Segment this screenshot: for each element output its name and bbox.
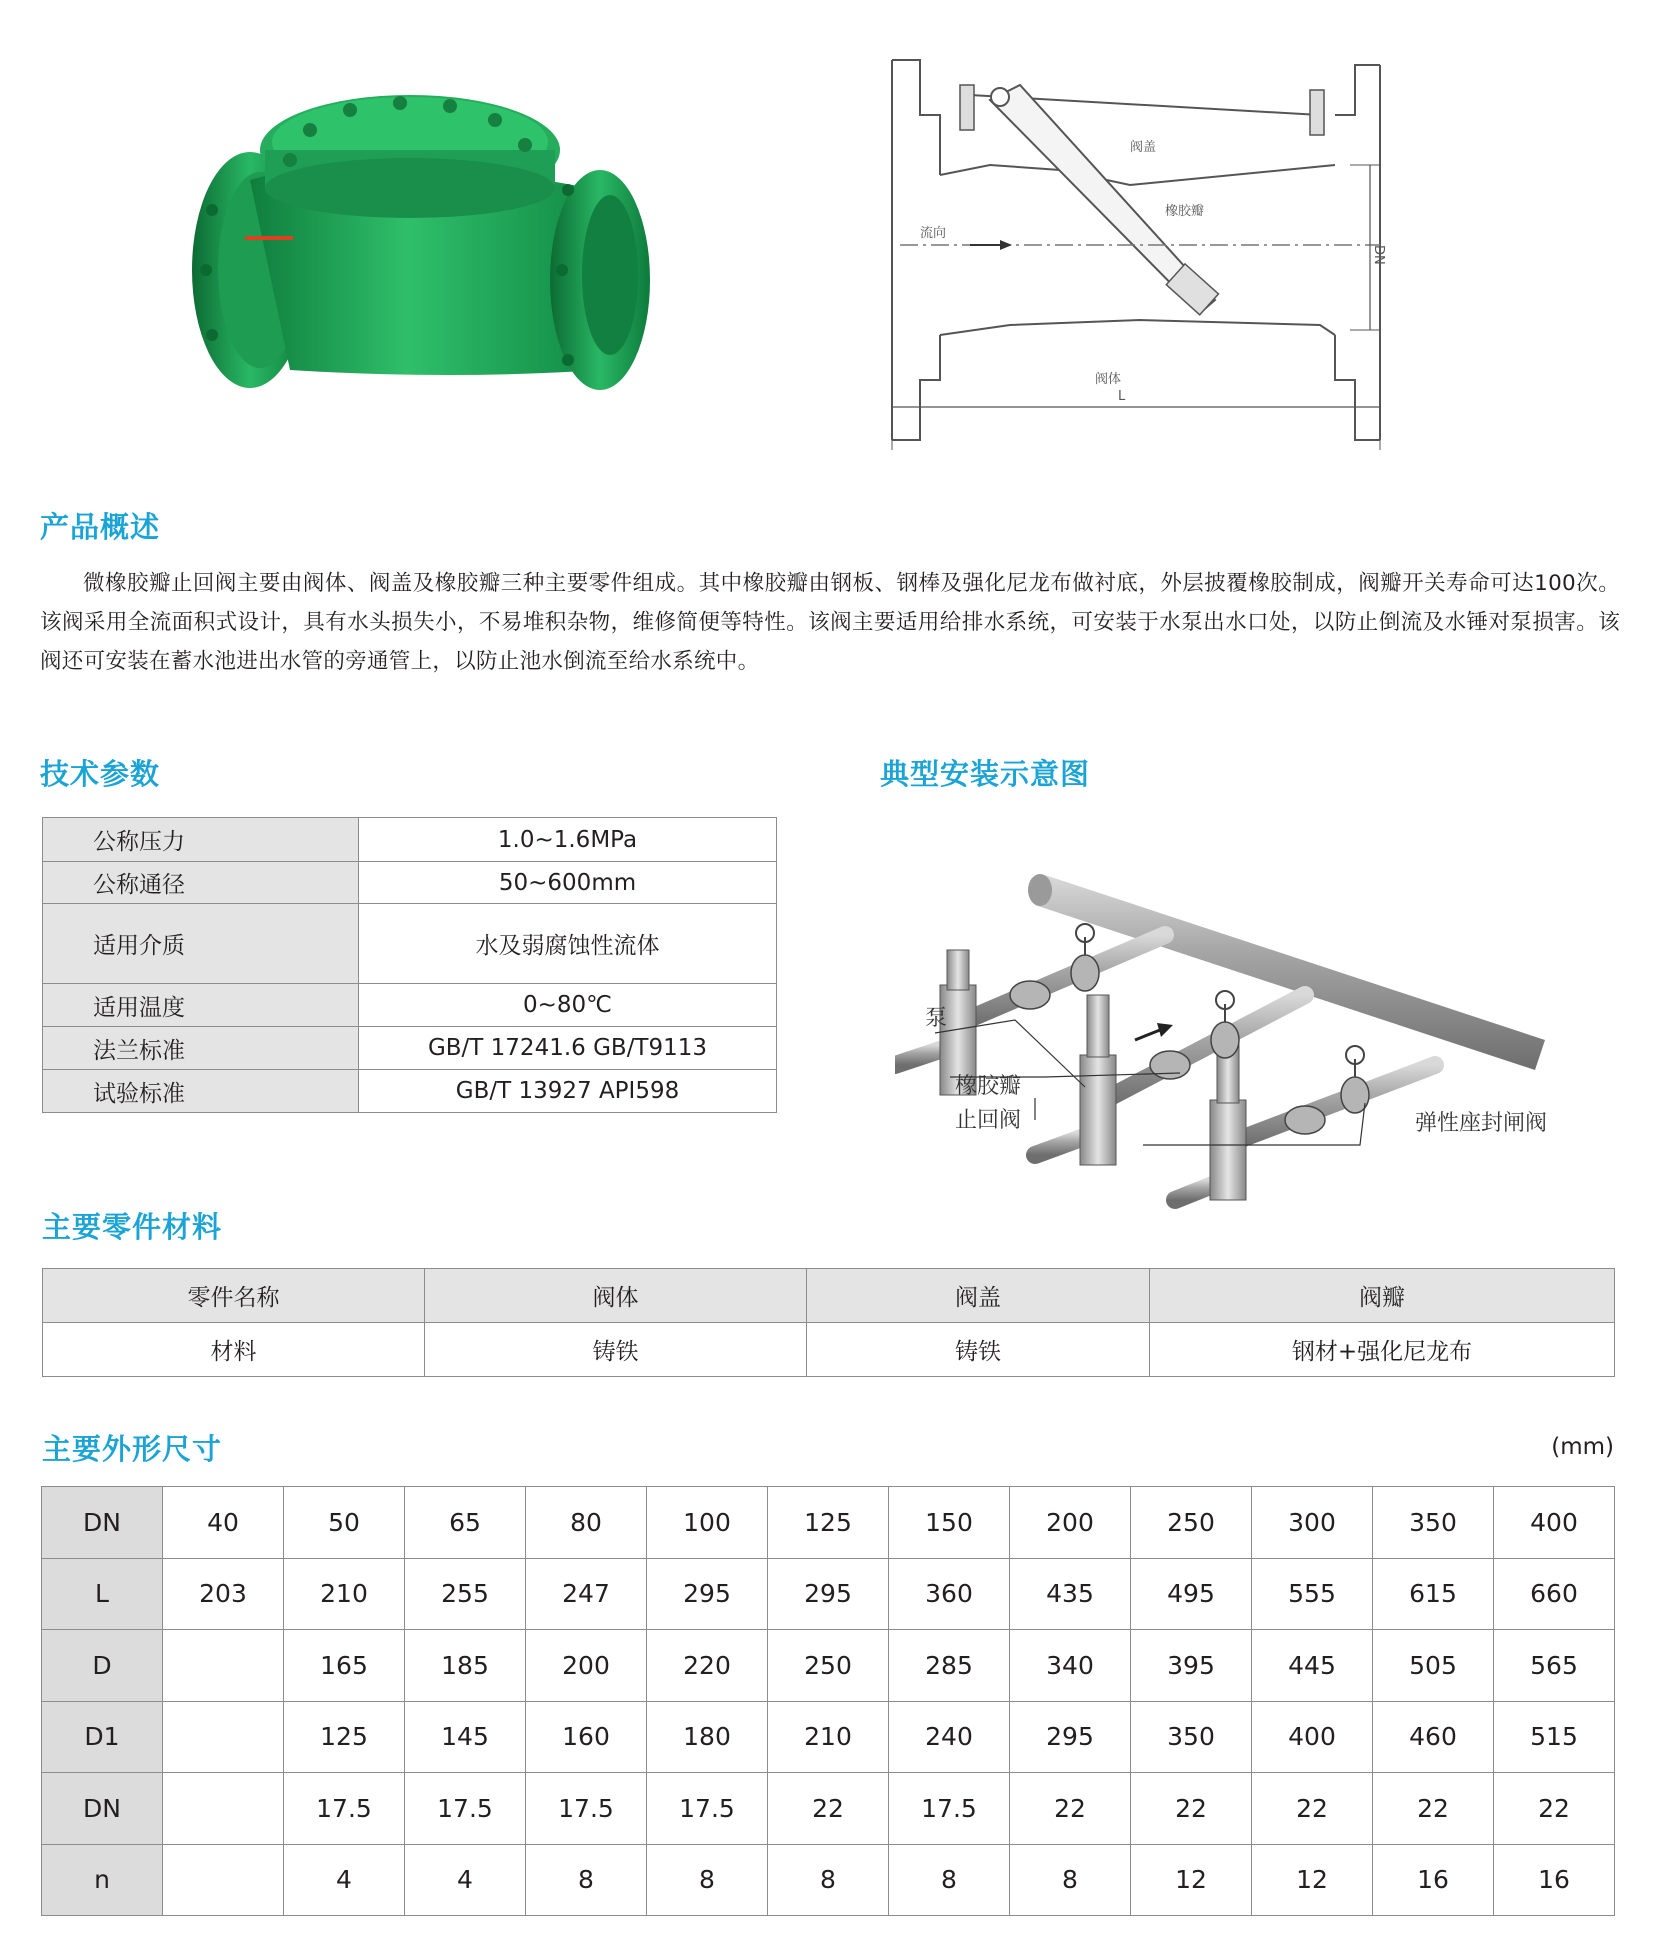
- tech-value: 1.0~1.6MPa: [359, 818, 777, 862]
- table-cell: 203: [163, 1558, 284, 1630]
- table-cell: 12: [1252, 1844, 1373, 1916]
- diagram-label-body: 阀体: [1095, 372, 1122, 387]
- tech-value: 50~600mm: [359, 862, 777, 904]
- table-cell: 255: [405, 1558, 526, 1630]
- table-row: [42, 1558, 1615, 1630]
- table-cell: 435: [1010, 1558, 1131, 1630]
- materials-cell: 铸铁: [425, 1323, 807, 1377]
- materials-cell: 材料: [43, 1323, 425, 1377]
- table-cell: 16: [1494, 1844, 1615, 1916]
- table-cell: 285: [889, 1630, 1010, 1702]
- overview-text: 微橡胶瓣止回阀主要由阀体、阀盖及橡胶瓣三种主要零件组成。其中橡胶瓣由钢板、钢棒及强化尼龙布做衬底，外层披覆橡胶制成，阀瓣开关寿命可达100次。该阀采用全流面积式设计，具有水头损失小，不易堆积杂物，维修简便等特性。该阀主要适用给排水系统，可安装于水泵出水口处，以防止倒流及水锤对泵损害。该阀还可安装在蓄水池进出水管的旁通管上，以防止池水倒流至给水系统中。: [40, 571, 1620, 674]
- table-cell: 12: [1131, 1844, 1252, 1916]
- tech-table: [42, 817, 777, 1113]
- table-cell: 615: [1373, 1558, 1494, 1630]
- table-cell: 360: [889, 1558, 1010, 1630]
- table-cell: 200: [526, 1630, 647, 1702]
- dimensions-table: [41, 1486, 1615, 1916]
- table-cell: 100: [647, 1487, 768, 1559]
- table-cell: 125: [284, 1701, 405, 1773]
- table-cell: 17.5: [647, 1773, 768, 1845]
- table-cell: [163, 1844, 284, 1916]
- valve-product-image: [190, 70, 670, 440]
- materials-heading: 主要零件材料: [42, 1210, 223, 1244]
- diagram-label-flow: 流向: [920, 226, 947, 241]
- tech-label: 公称压力: [43, 818, 359, 862]
- table-cell: 8: [768, 1844, 889, 1916]
- table-cell: [163, 1630, 284, 1702]
- table-cell: 295: [1010, 1701, 1131, 1773]
- table-cell: 22: [1252, 1773, 1373, 1845]
- tech-label: 适用介质: [43, 904, 359, 984]
- row-header-cell: DN: [42, 1487, 163, 1559]
- table-cell: 50: [284, 1487, 405, 1559]
- table-cell: 40: [163, 1487, 284, 1559]
- table-row: [42, 1630, 1615, 1702]
- table-cell: 445: [1252, 1630, 1373, 1702]
- tech-value: 0~80℃: [359, 984, 777, 1027]
- table-cell: 8: [647, 1844, 768, 1916]
- materials-header-cell: 零件名称: [43, 1269, 425, 1323]
- dimensions-heading: 主要外形尺寸: [42, 1432, 223, 1466]
- diagram-label-dn: DN: [1371, 245, 1386, 265]
- table-cell: 180: [647, 1701, 768, 1773]
- table-cell: 200: [1010, 1487, 1131, 1559]
- tech-label: 试验标准: [43, 1070, 359, 1113]
- tech-label: 法兰标准: [43, 1027, 359, 1070]
- table-cell: 660: [1494, 1558, 1615, 1630]
- table-cell: 17.5: [405, 1773, 526, 1845]
- materials-header-cell: 阀瓣: [1150, 1269, 1615, 1323]
- table-cell: 295: [647, 1558, 768, 1630]
- table-cell: 17.5: [889, 1773, 1010, 1845]
- table-cell: 400: [1252, 1701, 1373, 1773]
- label-gate-valve: 弹性座封闸阀: [1415, 1111, 1548, 1136]
- tech-label: 公称通径: [43, 862, 359, 904]
- table-row: [43, 862, 777, 904]
- table-cell: 22: [1373, 1773, 1494, 1845]
- table-cell: 22: [1010, 1773, 1131, 1845]
- table-cell: 145: [405, 1701, 526, 1773]
- table-cell: 295: [768, 1558, 889, 1630]
- table-cell: 515: [1494, 1701, 1615, 1773]
- unit-label: (mm): [1551, 1434, 1614, 1460]
- table-cell: 8: [526, 1844, 647, 1916]
- row-header-cell: D1: [42, 1701, 163, 1773]
- table-cell: 395: [1131, 1630, 1252, 1702]
- table-row: [42, 1773, 1615, 1845]
- row-header-cell: DN: [42, 1773, 163, 1845]
- table-cell: 22: [1494, 1773, 1615, 1845]
- materials-header-cell: 阀体: [425, 1269, 807, 1323]
- table-cell: 150: [889, 1487, 1010, 1559]
- tech-value: GB/T 13927 API598: [359, 1070, 777, 1113]
- overview-heading: 产品概述: [40, 510, 161, 544]
- table-cell: 4: [405, 1844, 526, 1916]
- row-header-cell: D: [42, 1630, 163, 1702]
- table-cell: 350: [1373, 1487, 1494, 1559]
- table-cell: 210: [284, 1558, 405, 1630]
- table-row: [43, 1027, 777, 1070]
- table-cell: 565: [1494, 1630, 1615, 1702]
- diagram-label-length: L: [1118, 389, 1126, 404]
- table-cell: 250: [1131, 1487, 1252, 1559]
- table-cell: 65: [405, 1487, 526, 1559]
- table-cell: 340: [1010, 1630, 1131, 1702]
- table-cell: 22: [1131, 1773, 1252, 1845]
- table-cell: 240: [889, 1701, 1010, 1773]
- label-check-valve-2: 止回阀: [955, 1108, 1022, 1133]
- table-cell: 400: [1494, 1487, 1615, 1559]
- table-cell: 220: [647, 1630, 768, 1702]
- table-cell: 460: [1373, 1701, 1494, 1773]
- table-cell: 4: [284, 1844, 405, 1916]
- table-row: [43, 1269, 1615, 1323]
- tech-heading: 技术参数: [40, 757, 161, 791]
- install-heading: 典型安装示意图: [880, 757, 1091, 791]
- table-cell: 505: [1373, 1630, 1494, 1702]
- table-cell: 160: [526, 1701, 647, 1773]
- table-cell: 17.5: [526, 1773, 647, 1845]
- table-cell: 555: [1252, 1558, 1373, 1630]
- table-cell: 210: [768, 1701, 889, 1773]
- row-header-cell: L: [42, 1558, 163, 1630]
- table-row: [43, 984, 777, 1027]
- materials-header-cell: 阀盖: [807, 1269, 1150, 1323]
- tech-label: 适用温度: [43, 984, 359, 1027]
- table-row: [42, 1701, 1615, 1773]
- table-row: [43, 818, 777, 862]
- table-cell: 300: [1252, 1487, 1373, 1559]
- table-cell: 250: [768, 1630, 889, 1702]
- table-cell: 80: [526, 1487, 647, 1559]
- table-row: [42, 1487, 1615, 1559]
- table-cell: 125: [768, 1487, 889, 1559]
- table-cell: 350: [1131, 1701, 1252, 1773]
- valve-section-diagram: [880, 55, 1400, 450]
- tech-value: 水及弱腐蚀性流体: [359, 904, 777, 984]
- table-cell: [163, 1773, 284, 1845]
- row-header-cell: n: [42, 1844, 163, 1916]
- table-cell: 165: [284, 1630, 405, 1702]
- materials-cell: 铸铁: [807, 1323, 1150, 1377]
- diagram-label-bonnet: 阀盖: [1130, 140, 1157, 155]
- table-cell: 185: [405, 1630, 526, 1702]
- table-row: [43, 904, 777, 984]
- label-check-valve-1: 橡胶瓣: [955, 1074, 1022, 1099]
- table-cell: 495: [1131, 1558, 1252, 1630]
- table-row: [43, 1323, 1615, 1377]
- tech-value: GB/T 17241.6 GB/T9113: [359, 1027, 777, 1070]
- installation-diagram: [895, 855, 1595, 1225]
- table-cell: 22: [768, 1773, 889, 1845]
- materials-table: [42, 1268, 1615, 1377]
- table-cell: 8: [1010, 1844, 1131, 1916]
- label-pump: 泵: [925, 1006, 948, 1031]
- table-row: [42, 1844, 1615, 1916]
- table-cell: 17.5: [284, 1773, 405, 1845]
- table-cell: 247: [526, 1558, 647, 1630]
- table-row: [43, 1070, 777, 1113]
- table-cell: 8: [889, 1844, 1010, 1916]
- table-cell: [163, 1701, 284, 1773]
- table-cell: 16: [1373, 1844, 1494, 1916]
- diagram-label-disc: 橡胶瓣: [1165, 204, 1205, 219]
- materials-cell: 钢材+强化尼龙布: [1150, 1323, 1615, 1377]
